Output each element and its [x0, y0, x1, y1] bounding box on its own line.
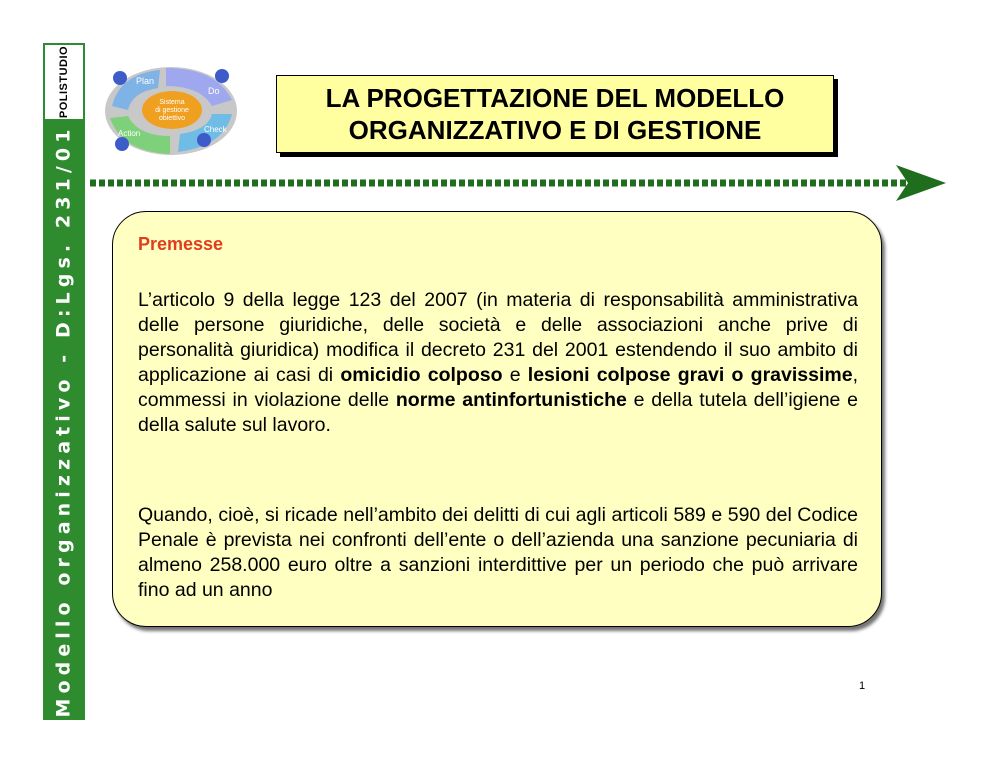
title-line-1: LA PROGETTAZIONE DEL MODELLO: [325, 83, 785, 113]
paragraph-1: [138, 288, 858, 438]
dotted-divider-arrow: [88, 163, 948, 203]
logo-text: POLISTUDIO: [58, 45, 71, 119]
pdca-cycle-diagram: [100, 62, 242, 158]
page-number: 1: [859, 680, 866, 692]
center-line-3: obiettivo: [158, 115, 186, 122]
center-line-2: di gestione: [155, 107, 189, 114]
do-dot: [215, 69, 229, 83]
title-line-2: ORGANIZZATIVO E DI GESTIONE: [348, 115, 762, 145]
action-label: Action: [118, 129, 141, 138]
vertical-title-wrap: [43, 121, 85, 720]
check-label: Check: [204, 125, 227, 134]
sidebar-band: [43, 43, 85, 720]
paragraph-1-bold-1: omicidio colposo: [340, 364, 503, 386]
section-heading: Premesse: [138, 234, 224, 254]
paragraph-1-text-4: e della tutela dell’igiene e della salute sul lavoro.: [138, 389, 858, 436]
check-dot: [197, 133, 211, 147]
action-dot: [115, 137, 129, 151]
paragraph-1-text-2: e: [502, 364, 528, 386]
plan-dot: [113, 71, 127, 85]
do-label: Do: [208, 86, 220, 96]
plan-label: Plan: [136, 76, 155, 86]
vertical-title: Modello organizzativo - D:Lgs. 231/01: [53, 123, 76, 718]
center-line-1: Sistema: [159, 99, 185, 106]
paragraph-1-text-1: L’articolo 9 della legge 123 del 2007 (in materia di responsabilità amministrativa delle persone giuridiche, delle società e delle associazioni anche prive di personalità giuridica) modifica il decreto 231 del 2001 estendendo il suo ambito di applicazione ai casi di: [138, 289, 858, 386]
content-box: [112, 211, 882, 627]
paragraph-1-bold-3: norme antinfortunistiche: [395, 389, 627, 411]
paragraph-1-bold-2: lesioni colpose gravi o gravissime: [527, 364, 853, 386]
paragraph-2: Quando, cioè, si ricade nell’ambito dei delitti di cui agli articoli 589 e 590 del Codice Penale è prevista nei confronti dell’ente o dell’azienda una sanzione pecuniaria di almeno 258.000 euro oltre a sanzioni interdittive per un periodo che può arrivare fino ad un anno: [138, 504, 858, 601]
paragraph-1-text-3: , commessi in violazione delle: [138, 364, 858, 411]
title-box: [276, 75, 834, 153]
polistudio-logo: [43, 43, 85, 121]
